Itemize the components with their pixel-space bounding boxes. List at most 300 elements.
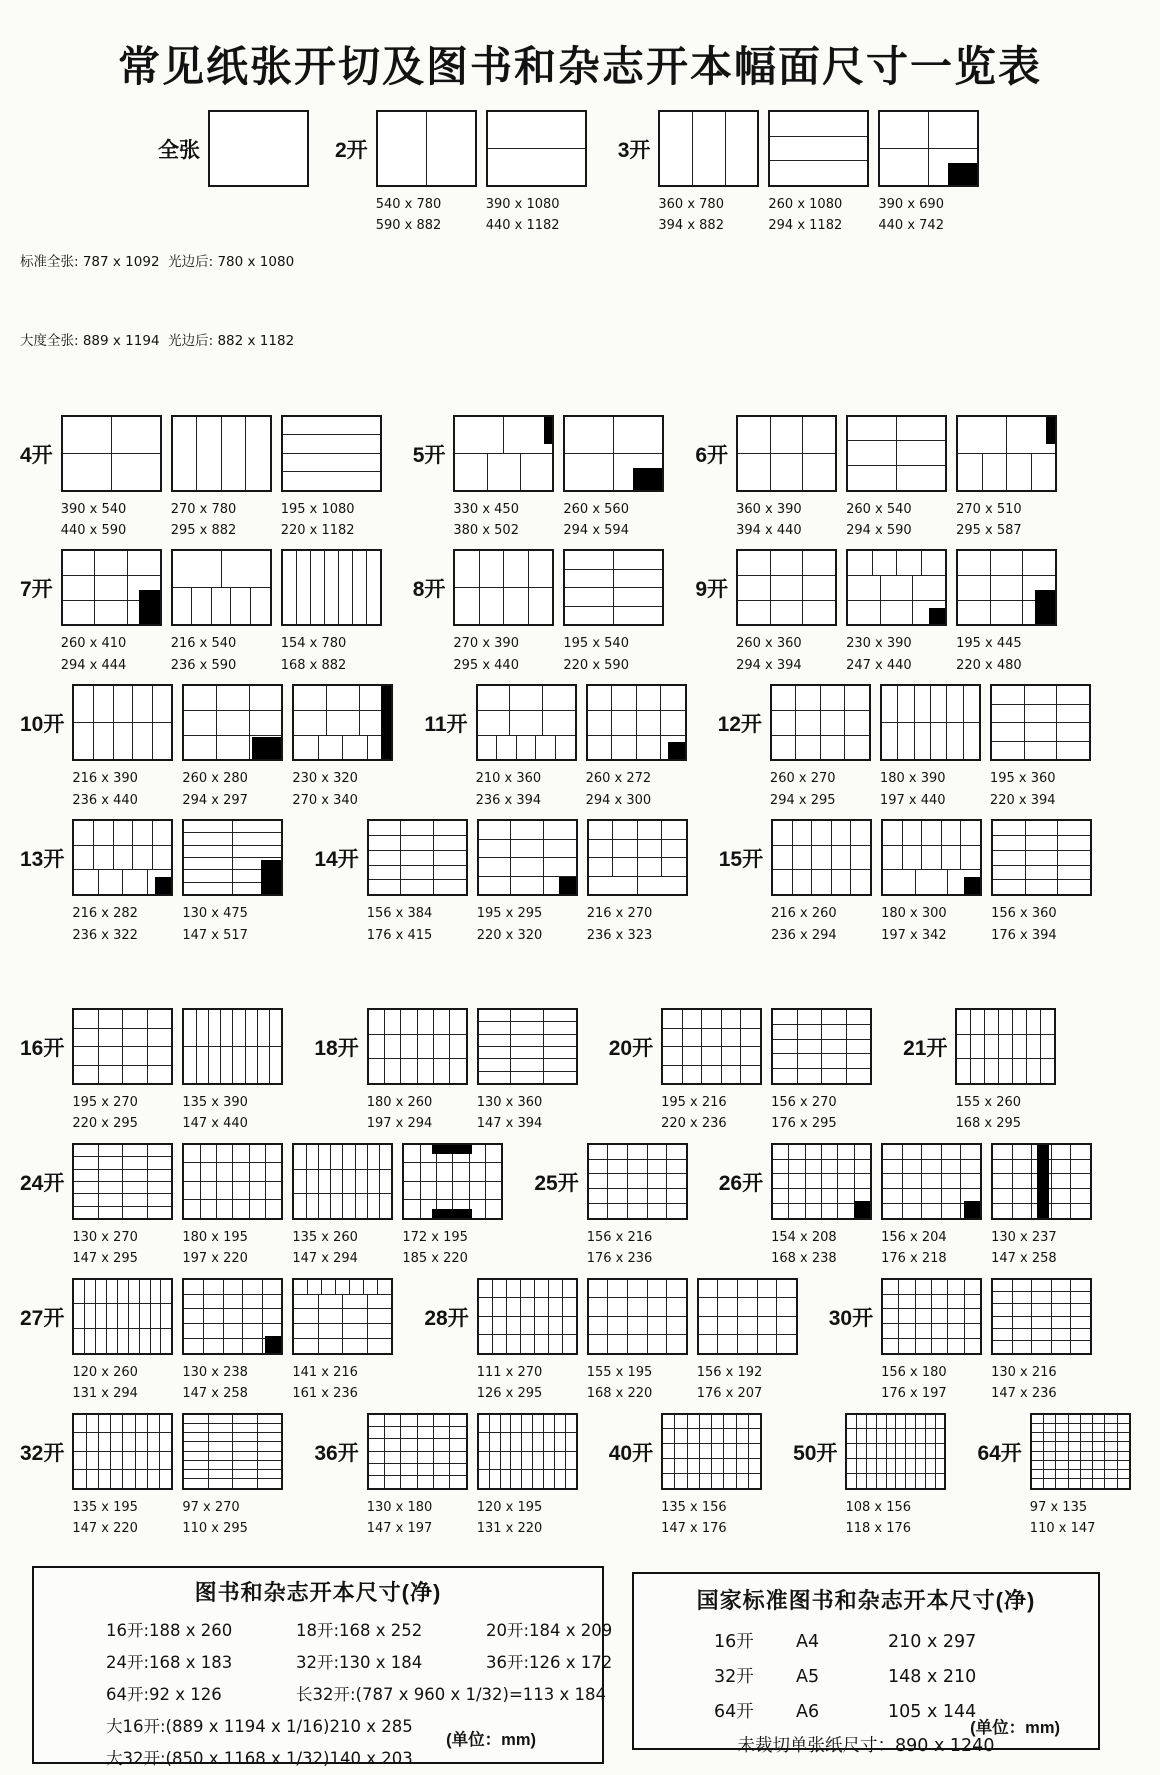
diagram-block xyxy=(281,549,380,676)
diagram-row xyxy=(773,1145,870,1159)
diagram-cell xyxy=(283,472,380,490)
diagram-cell xyxy=(216,711,249,735)
untrimmed-size: 440 x 1182 xyxy=(486,215,585,236)
diagram-cell xyxy=(400,1427,416,1438)
diagram-cell xyxy=(797,1054,822,1068)
diagram-row xyxy=(455,587,552,624)
diagram-cell xyxy=(369,866,401,880)
diagram-cell xyxy=(139,1304,150,1328)
waste-block xyxy=(948,163,977,185)
untrimmed-size: 176 x 236 xyxy=(587,1248,686,1269)
trim-size: 97 x 270 xyxy=(182,1497,281,1518)
untrimmed-size: 220 x 320 xyxy=(477,925,576,946)
diagram-cell xyxy=(400,1415,416,1426)
waste-block xyxy=(964,877,980,894)
diagram-cell xyxy=(342,1194,354,1218)
untrimmed-size: 197 x 220 xyxy=(182,1248,281,1269)
diagram-cell xyxy=(543,1072,576,1083)
diagram-cell xyxy=(200,1200,216,1218)
diagram-cell xyxy=(883,1204,902,1218)
diagram-cell xyxy=(249,1182,265,1200)
size-pair xyxy=(563,499,662,542)
diagram-row xyxy=(184,1181,281,1200)
diagram-cell xyxy=(379,1145,391,1169)
diagram-block xyxy=(72,1278,171,1405)
diagram-cell xyxy=(184,1200,199,1218)
diagram-cell xyxy=(528,588,553,624)
diagram-cell xyxy=(882,723,897,759)
cut-diagram xyxy=(1030,1413,1131,1490)
diagram-cell xyxy=(147,1470,159,1488)
diagram-cell xyxy=(883,1280,898,1294)
diagram-cell xyxy=(993,1145,1012,1159)
diagram-cell xyxy=(915,1280,931,1294)
untrimmed-size: 295 x 882 xyxy=(171,520,270,541)
diagram-row xyxy=(993,850,1090,865)
cut-diagram xyxy=(367,1008,468,1085)
diagram-row xyxy=(369,879,466,894)
cut-diagram xyxy=(736,415,837,492)
cut-diagram xyxy=(846,549,947,626)
diagram-cell xyxy=(404,1145,419,1163)
diagram-row xyxy=(738,453,835,490)
diagram-cell xyxy=(433,821,466,835)
diagram-cell xyxy=(663,1047,682,1065)
diagram-cell xyxy=(147,1182,172,1193)
diagram-cell xyxy=(379,1170,391,1194)
cut-diagram xyxy=(881,819,982,896)
diagram-cell xyxy=(1012,1329,1032,1340)
table-entry: 大32开:(850 x 1168 x 1/32)140 x 203 xyxy=(106,1743,413,1775)
diagram-cell xyxy=(1043,1470,1055,1478)
diagram-cell xyxy=(613,551,662,569)
diagram-cell xyxy=(232,1200,248,1218)
diagram-row xyxy=(1032,1432,1129,1441)
diagram-cell xyxy=(479,1010,511,1021)
diagram-row xyxy=(663,1415,760,1429)
diagram-cell xyxy=(510,1470,521,1488)
full-sheet-diagram xyxy=(208,110,309,187)
diagram-cell xyxy=(748,1444,760,1458)
diagram-cell xyxy=(520,454,553,490)
diagram-cell xyxy=(485,1163,501,1181)
untrimmed-size: 236 x 294 xyxy=(771,925,870,946)
untrimmed-size: 270 x 340 xyxy=(292,790,391,811)
diagram-cell xyxy=(905,1459,915,1473)
large-sheet-size: 大度全张: 889 x 1194 光边后: 882 x 1182 xyxy=(20,328,309,354)
diagram-cell xyxy=(232,1010,244,1046)
diagram-cell xyxy=(647,1335,667,1353)
diagram-cell xyxy=(850,870,870,894)
diagram-cell xyxy=(723,1459,735,1473)
diagram-cell xyxy=(990,601,1023,625)
trim-size: 260 x 360 xyxy=(736,633,835,654)
diagram-cell xyxy=(265,1145,281,1163)
diagram-cell xyxy=(150,1304,161,1328)
cut-diagram xyxy=(182,1278,283,1355)
diagram-cell xyxy=(711,1415,723,1429)
diagram-cell xyxy=(915,1429,925,1443)
diagram-cell xyxy=(589,877,637,895)
untrimmed-size: 380 x 502 xyxy=(453,520,552,541)
diagram-row xyxy=(738,600,835,625)
size-pair xyxy=(991,903,1090,946)
untrimmed-size: 176 x 207 xyxy=(697,1383,796,1404)
cut-diagram xyxy=(72,1143,173,1220)
diagram-block xyxy=(991,1143,1090,1270)
diagram-cell xyxy=(666,1335,686,1353)
diagram-cell xyxy=(1051,1317,1071,1328)
diagram-cell xyxy=(150,1280,161,1304)
diagram-cell xyxy=(837,1145,853,1159)
diagram-cell xyxy=(613,588,662,606)
diagram-cell xyxy=(1055,1461,1067,1469)
diagram-block xyxy=(72,1413,171,1540)
diagram-row xyxy=(565,569,662,588)
diagram-cell xyxy=(687,1429,699,1443)
diagram-cell xyxy=(883,1295,898,1309)
diagram-cell xyxy=(542,711,575,735)
diagram-cell xyxy=(106,1304,117,1328)
diagram-cell xyxy=(905,1474,915,1488)
diagram-cell xyxy=(896,466,945,490)
waste-block xyxy=(432,1209,472,1218)
size-pair xyxy=(453,633,552,676)
diagram-cell xyxy=(666,1189,686,1203)
diagram-cell xyxy=(534,1317,548,1335)
diagram-row xyxy=(992,686,1089,704)
cut-diagram xyxy=(771,1008,872,1085)
diagram-row xyxy=(738,551,835,575)
diagram-cell xyxy=(993,1160,1012,1174)
diagram-cell xyxy=(95,1304,106,1328)
diagram-cell xyxy=(122,1194,147,1205)
diagram-cell xyxy=(1025,821,1058,835)
untrimmed-size: 147 x 236 xyxy=(991,1383,1090,1404)
diagram-cell xyxy=(1026,1035,1040,1059)
diagram-cell xyxy=(837,1174,853,1188)
diagram-cell xyxy=(565,454,613,490)
diagram-cell xyxy=(479,1470,489,1488)
diagram-cell xyxy=(478,686,510,710)
diagram-cell xyxy=(1068,1424,1080,1432)
trim-size: 155 x 260 xyxy=(955,1092,1054,1113)
diagram-cell xyxy=(369,836,401,850)
untrimmed-size: 220 x 590 xyxy=(563,655,662,676)
diagram-cell xyxy=(208,1461,233,1469)
diagram-cell xyxy=(294,1339,318,1353)
diagram-row xyxy=(773,1039,870,1054)
diagram-row xyxy=(184,1460,281,1469)
diagram-cell xyxy=(970,1035,984,1059)
diagram-cell xyxy=(886,1429,896,1443)
diagram-cell xyxy=(915,1459,925,1473)
untrimmed-size: 394 x 440 xyxy=(736,520,835,541)
diagram-row xyxy=(957,1010,1054,1034)
diagram-row xyxy=(1032,1423,1129,1432)
diagram-cell xyxy=(492,1317,506,1335)
diagram-cell xyxy=(883,821,902,845)
diagram-row xyxy=(993,835,1090,850)
diagram-block xyxy=(771,1008,870,1135)
format-group xyxy=(20,684,402,811)
diagram-row xyxy=(74,1451,171,1470)
diagram-row xyxy=(74,1145,171,1156)
diagram-row xyxy=(773,1173,870,1188)
trim-size: 156 x 360 xyxy=(991,903,1090,924)
format-label: 5开 xyxy=(413,439,446,542)
diagram-row xyxy=(479,1034,576,1046)
diagram-cell xyxy=(946,686,962,722)
diagram-cell xyxy=(245,417,270,490)
diagram-cell xyxy=(1040,1010,1054,1034)
diagram-cell xyxy=(433,1439,449,1450)
diagram-cell xyxy=(947,1295,963,1309)
diagram-cell xyxy=(993,836,1025,850)
diagram-cell xyxy=(139,1280,150,1304)
diagram-cell xyxy=(699,1474,711,1488)
diagram-cell xyxy=(1117,1461,1129,1469)
table-entry: 36开:126 x 172 xyxy=(486,1647,676,1679)
diagram-cell xyxy=(725,112,758,185)
diagram-cell xyxy=(74,1145,98,1156)
diagram-cell xyxy=(452,1163,468,1181)
diagram-cell xyxy=(805,1174,821,1188)
diagram-block xyxy=(880,684,979,811)
cut-diagram xyxy=(453,549,554,626)
cut-diagram xyxy=(587,819,688,896)
format-label: 15开 xyxy=(719,843,763,946)
diagram-cell xyxy=(848,551,872,575)
diagram-cell xyxy=(565,570,613,588)
diagram-cell xyxy=(452,1182,468,1200)
diagram-cell xyxy=(957,1059,970,1083)
diagram-row xyxy=(589,1145,686,1159)
diagram-cell xyxy=(737,1335,757,1353)
diagram-row xyxy=(369,835,466,850)
diagram-cell xyxy=(94,576,127,600)
diagram-cell xyxy=(925,1459,935,1473)
diagram-row xyxy=(184,1308,281,1323)
diagram-cell xyxy=(367,1145,379,1169)
diagram-cell xyxy=(928,112,977,148)
diagram-cell xyxy=(866,1474,876,1488)
diagram-cell xyxy=(417,1464,433,1475)
diagram-cell xyxy=(135,1452,147,1470)
diagram-cell xyxy=(208,1415,233,1423)
diagram-cell xyxy=(184,1309,203,1323)
size-pair xyxy=(586,768,685,811)
diagram-row xyxy=(589,1188,686,1203)
table-line xyxy=(106,1615,602,1647)
size-pair xyxy=(955,1092,1054,1135)
diagram-cell xyxy=(905,1415,915,1429)
cut-diagram xyxy=(587,1143,688,1220)
diagram-cell xyxy=(449,1476,465,1487)
cut-diagram xyxy=(292,684,393,761)
diagram-block xyxy=(171,549,270,676)
diagram-cell xyxy=(543,1433,554,1451)
diagram-row xyxy=(74,821,171,845)
diagram-cell xyxy=(844,711,869,735)
format-group xyxy=(977,1413,1139,1540)
diagram-cell xyxy=(895,1459,905,1473)
diagram-cell xyxy=(636,736,661,760)
diagram-cell xyxy=(947,1309,963,1323)
untrimmed-size: 161 x 236 xyxy=(292,1383,391,1404)
diagram-cell xyxy=(993,1292,1012,1303)
size-pair xyxy=(182,768,281,811)
diagram-cell xyxy=(797,1040,822,1054)
diagram-cell xyxy=(516,736,536,760)
diagram-cell xyxy=(506,1317,520,1335)
diagram-cell xyxy=(958,576,990,600)
diagram-block xyxy=(182,1278,281,1405)
cut-diagram xyxy=(771,1143,872,1220)
diagram-cell xyxy=(369,1439,384,1450)
trim-size: 130 x 270 xyxy=(72,1227,171,1248)
diagram-cell xyxy=(847,1415,856,1429)
diagram-cell xyxy=(854,1174,870,1188)
trim-size: 260 x 560 xyxy=(563,499,662,520)
diagram-cell xyxy=(265,1200,281,1218)
diagram-cell xyxy=(562,1317,576,1335)
diagram-cell xyxy=(296,551,310,624)
diagram-cell xyxy=(921,846,941,870)
trim-size: 180 x 300 xyxy=(881,903,980,924)
table-entry: 16开:188 x 260 xyxy=(106,1615,296,1647)
diagram-cell xyxy=(1068,1461,1080,1469)
diagram-cell xyxy=(384,1427,400,1438)
diagram-cell xyxy=(821,1189,837,1203)
diagram-cell xyxy=(196,1047,208,1083)
diagram-row xyxy=(589,1203,686,1218)
diagram-cell xyxy=(265,1182,281,1200)
diagram-cell xyxy=(1032,1470,1043,1478)
diagram-cell xyxy=(682,1066,702,1084)
diagram-cell xyxy=(674,1444,686,1458)
diagram-cell xyxy=(770,551,803,575)
cut-diagram xyxy=(182,1413,283,1490)
diagram-cell xyxy=(98,1452,110,1470)
diagram-cell xyxy=(770,161,867,185)
diagram-cell xyxy=(993,1174,1012,1188)
diagram-cell xyxy=(122,1452,134,1470)
diagram-cell xyxy=(173,417,197,490)
diagram-cell xyxy=(846,1010,871,1024)
diagram-row xyxy=(1032,1469,1129,1478)
untrimmed-size: 147 x 295 xyxy=(72,1248,171,1269)
diagram-cell xyxy=(736,1459,748,1473)
diagram-cell xyxy=(294,711,326,735)
diagram-block xyxy=(658,110,757,237)
diagram-cell xyxy=(433,1415,449,1426)
diagram-row xyxy=(74,1065,171,1084)
diagram-row xyxy=(773,1159,870,1174)
diagram-cell xyxy=(489,1415,500,1433)
waste-block xyxy=(854,1201,870,1218)
diagram-cell xyxy=(941,1145,961,1159)
diagram-block xyxy=(292,1278,391,1405)
diagram-cell xyxy=(1031,1341,1051,1352)
diagram-cell xyxy=(159,1433,171,1451)
diagram-cell xyxy=(773,1054,797,1068)
diagram-cell xyxy=(721,1047,741,1065)
diagram-cell xyxy=(821,1025,846,1039)
diagram-cell xyxy=(883,1145,902,1159)
diagram-block xyxy=(586,684,685,811)
diagram-cell xyxy=(1057,866,1090,880)
diagram-cell xyxy=(1032,1461,1043,1469)
untrimmed-size: 236 x 322 xyxy=(72,925,171,946)
summary-tables xyxy=(0,1566,1160,1764)
diagram-cell xyxy=(242,1295,262,1309)
diagram-cell xyxy=(321,1280,335,1294)
diagram-cell xyxy=(773,1160,788,1174)
diagram-cell xyxy=(772,711,796,735)
diagram-cell xyxy=(931,1295,947,1309)
diagram-cell xyxy=(737,1317,757,1335)
diagram-cell xyxy=(479,1298,492,1316)
diagram-row xyxy=(478,686,575,710)
diagram-cell xyxy=(242,1339,262,1353)
diagram-cell xyxy=(113,821,133,845)
diagram-cell xyxy=(958,601,990,625)
diagram-cell xyxy=(647,1189,667,1203)
diagram-cell xyxy=(993,1280,1012,1291)
diagram-cell xyxy=(110,1415,122,1433)
diagram-cell xyxy=(500,1452,511,1470)
diagram-cell xyxy=(1070,1204,1090,1218)
diagram-cell xyxy=(196,417,221,490)
diagram-row xyxy=(663,1046,760,1065)
diagram-cell xyxy=(479,1335,492,1353)
diagram-cell xyxy=(821,1174,837,1188)
waste-block xyxy=(633,468,662,490)
diagram-block xyxy=(736,415,835,542)
diagram-row xyxy=(565,606,662,625)
diagram-cell xyxy=(110,1452,122,1470)
diagram-cell xyxy=(208,1433,233,1441)
diagram-cell xyxy=(611,736,636,760)
diagram-row xyxy=(993,1303,1090,1315)
diagram-cell xyxy=(802,551,835,575)
diagram-cell xyxy=(627,1204,647,1218)
diagram-block xyxy=(1030,1413,1129,1540)
diagram-cell xyxy=(821,1040,846,1054)
diagram-cell xyxy=(883,1324,898,1338)
diagram-cell xyxy=(837,1160,853,1174)
diagram-cell xyxy=(208,1047,220,1083)
diagram-cell xyxy=(773,846,792,870)
diagram-cell xyxy=(915,1309,931,1323)
diagram-row xyxy=(455,453,552,490)
diagram-cell xyxy=(147,1170,172,1181)
size-pair xyxy=(477,903,576,946)
diagram-cell xyxy=(208,1424,233,1432)
diagram-cell xyxy=(417,1439,433,1450)
diagram-cell xyxy=(687,1474,699,1488)
diagram-cell xyxy=(941,1189,961,1203)
diagram-row xyxy=(883,1308,980,1323)
diagram-cell xyxy=(701,1047,721,1065)
format-label: 18开 xyxy=(314,1032,358,1135)
diagram-block xyxy=(990,684,1089,811)
diagram-cell xyxy=(122,1433,134,1451)
diagram-row xyxy=(479,1334,576,1353)
cut-diagram xyxy=(72,1413,173,1490)
untrimmed-size: 197 x 294 xyxy=(367,1113,466,1134)
